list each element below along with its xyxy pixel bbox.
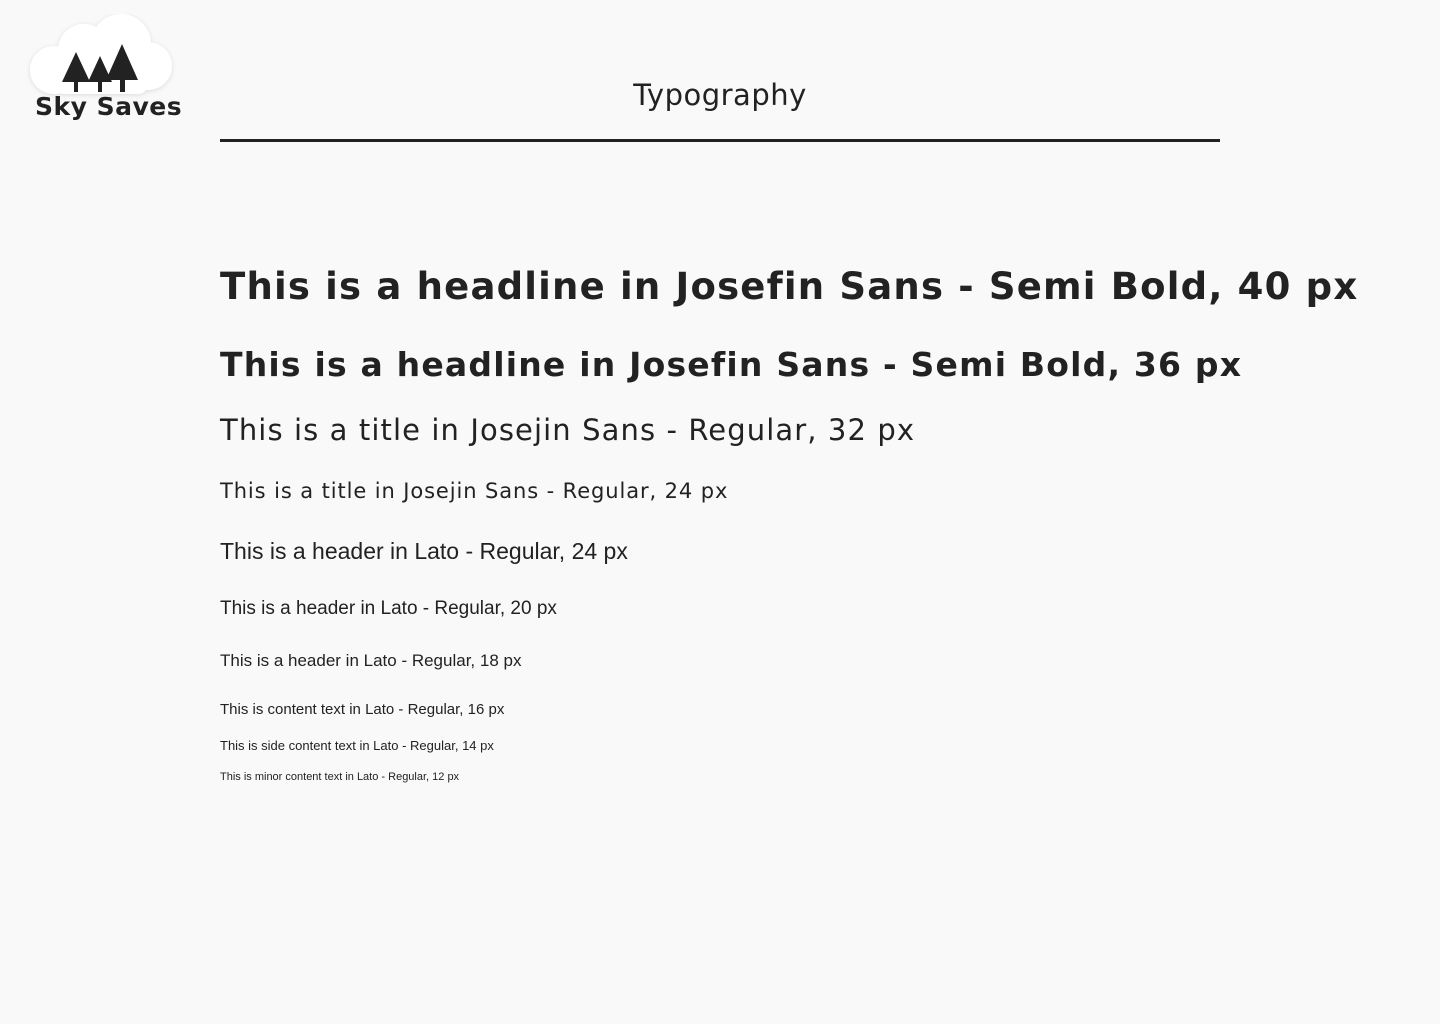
logo-text: Sky Saves [35,92,183,121]
header-24-sample: This is a header in Lato - Regular, 24 px [220,538,628,564]
title-32-sample: This is a title in Josejin Sans - Regular, 32 px [220,413,916,447]
headline-36-sample: This is a headline in Josefin Sans - Semi Bold, 36 px [220,345,1243,384]
page-title: Typography [633,78,807,112]
content-16-sample: This is content text in Lato - Regular, 16 px [220,701,505,718]
headline-40-sample: This is a headline in Josefin Sans - Semi Bold, 40 px [220,265,1359,308]
header-20-sample: This is a header in Lato - Regular, 20 px [220,598,557,619]
title-24-sample: This is a title in Josejin Sans - Regular, 24 px [220,479,729,503]
cloud-trees-icon [26,14,176,104]
title-divider [220,139,1220,142]
header-18-sample: This is a header in Lato - Regular, 18 px [220,651,522,670]
side-content-14-sample: This is side content text in Lato - Regular, 14 px [220,738,494,753]
minor-content-12-sample: This is minor content text in Lato - Regular, 12 px [220,771,460,783]
logo[interactable] [26,14,183,126]
